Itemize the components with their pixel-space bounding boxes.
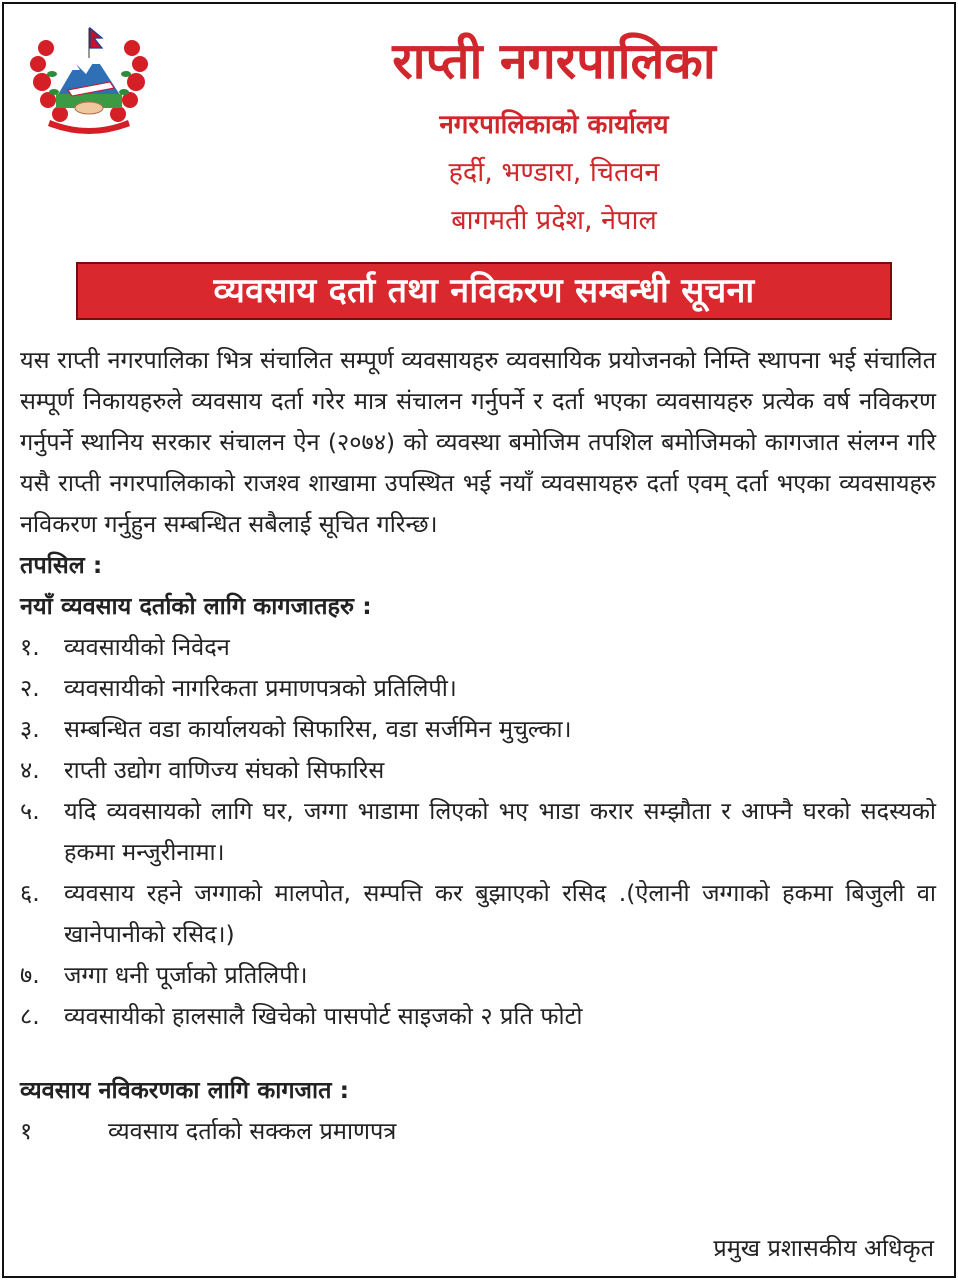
list-item	[20, 627, 936, 668]
province-line: बागमती प्रदेश, नेपाल	[451, 205, 657, 236]
item-number: २.	[20, 674, 40, 702]
item-number: ८.	[20, 1002, 40, 1030]
item-number: ५.	[20, 797, 40, 825]
renewal-label: व्यवसाय नविकरणका लागि कागजात :	[20, 1076, 350, 1104]
item-text: व्यवसाय रहने जग्गाको मालपोत, सम्पत्ति कर बुझाएको रसिद .(ऐलानी जग्गाको हकमा बिजुली वा खानेपानीको रसिद।)	[64, 879, 936, 948]
spacer	[20, 1037, 936, 1070]
item-text: राप्ती उद्योग वाणिज्य संघको सिफारिस	[64, 756, 385, 784]
item-number: १.	[20, 633, 40, 661]
item-text: जग्गा धनी पूर्जाको प्रतिलिपी।	[64, 961, 308, 989]
item-number: ४.	[20, 756, 40, 784]
nepal-government-emblem	[26, 24, 152, 136]
renewal-list-item	[20, 1111, 936, 1152]
item-number: ७.	[20, 961, 40, 989]
list-item	[20, 873, 936, 955]
list-item	[20, 996, 936, 1037]
item-text: व्यवसायीको निवेदन	[64, 633, 230, 661]
item-number: ३.	[20, 715, 40, 743]
notice-paragraph: यस राप्ती नगरपालिका भित्र संचालित सम्पूर्ण व्यवसायहरु व्यवसायिक प्रयोजनको निम्ति स्थापना भई संचालित सम्पूर्ण निकायहरुले व्यवसाय दर्ता गरेर मात्र संचालन गर्नुपर्ने र दर्ता भएका व्यवसायहरु प्रत्येक वर्ष नविकरण गर्नुपर्ने स्थानिय सरकार संचालन ऐन (२०७४) को व्यवस्था बमोजिम तपशिल बमोजिमको कागजात संलग्न गरि यसै राप्ती नगरपालिकाको राजश्व शाखामा उपस्थित भई नयाँ व्यवसायहरु दर्ता एवम् दर्ता भएका व्यवसायहरु नविकरण गर्नुहुन सम्बन्धित सबैलाई सूचित गरिन्छ।	[20, 346, 936, 538]
item-number: ६.	[20, 879, 40, 907]
office-name: नगरपालिकाको कार्यालय	[439, 110, 669, 140]
notice-heading-banner: व्यवसाय दर्ता तथा नविकरण सम्बन्धी सूचना	[76, 262, 892, 320]
list-item	[20, 750, 936, 791]
flag	[89, 28, 102, 58]
list-item	[20, 955, 936, 996]
notice-body	[20, 340, 936, 1152]
motto-ribbon	[48, 120, 130, 134]
address-line: हर्दी, भण्डारा, चितवन	[448, 157, 660, 188]
item-text: सम्बन्धित वडा कार्यालयको सिफारिस, वडा सर्जमिन मुचुल्का।	[64, 715, 572, 743]
notice-page	[2, 2, 956, 1278]
list-item	[20, 668, 936, 709]
new-registration-list	[20, 627, 936, 1037]
item-text: व्यवसायीको नागरिकता प्रमाणपत्रको प्रतिलिपी।	[64, 674, 457, 702]
details-label: तपसिल :	[20, 551, 103, 579]
new-registration-label: नयाँ व्यवसाय दर्ताको लागि कागजातहरु :	[20, 592, 372, 620]
list-item	[20, 709, 936, 750]
item-number: १	[20, 1117, 33, 1145]
signatory: प्रमुख प्रशासकीय अधिकृत	[713, 1234, 934, 1262]
item-text: यदि व्यवसायको लागि घर, जग्गा भाडामा लिएको भए भाडा करार सम्झौता र आफ्नै घरको सदस्यको हकमा मन्जुरीनामा।	[64, 797, 936, 866]
item-text: व्यवसायीको हालसालै खिचेको पासपोर्ट साइजको २ प्रति फोटो	[64, 1002, 583, 1030]
item-text: व्यवसाय दर्ताको सक्कल प्रमाणपत्र	[108, 1117, 397, 1145]
list-item	[20, 791, 936, 873]
municipality-title: राप्ती नगरपालिका	[392, 32, 716, 90]
